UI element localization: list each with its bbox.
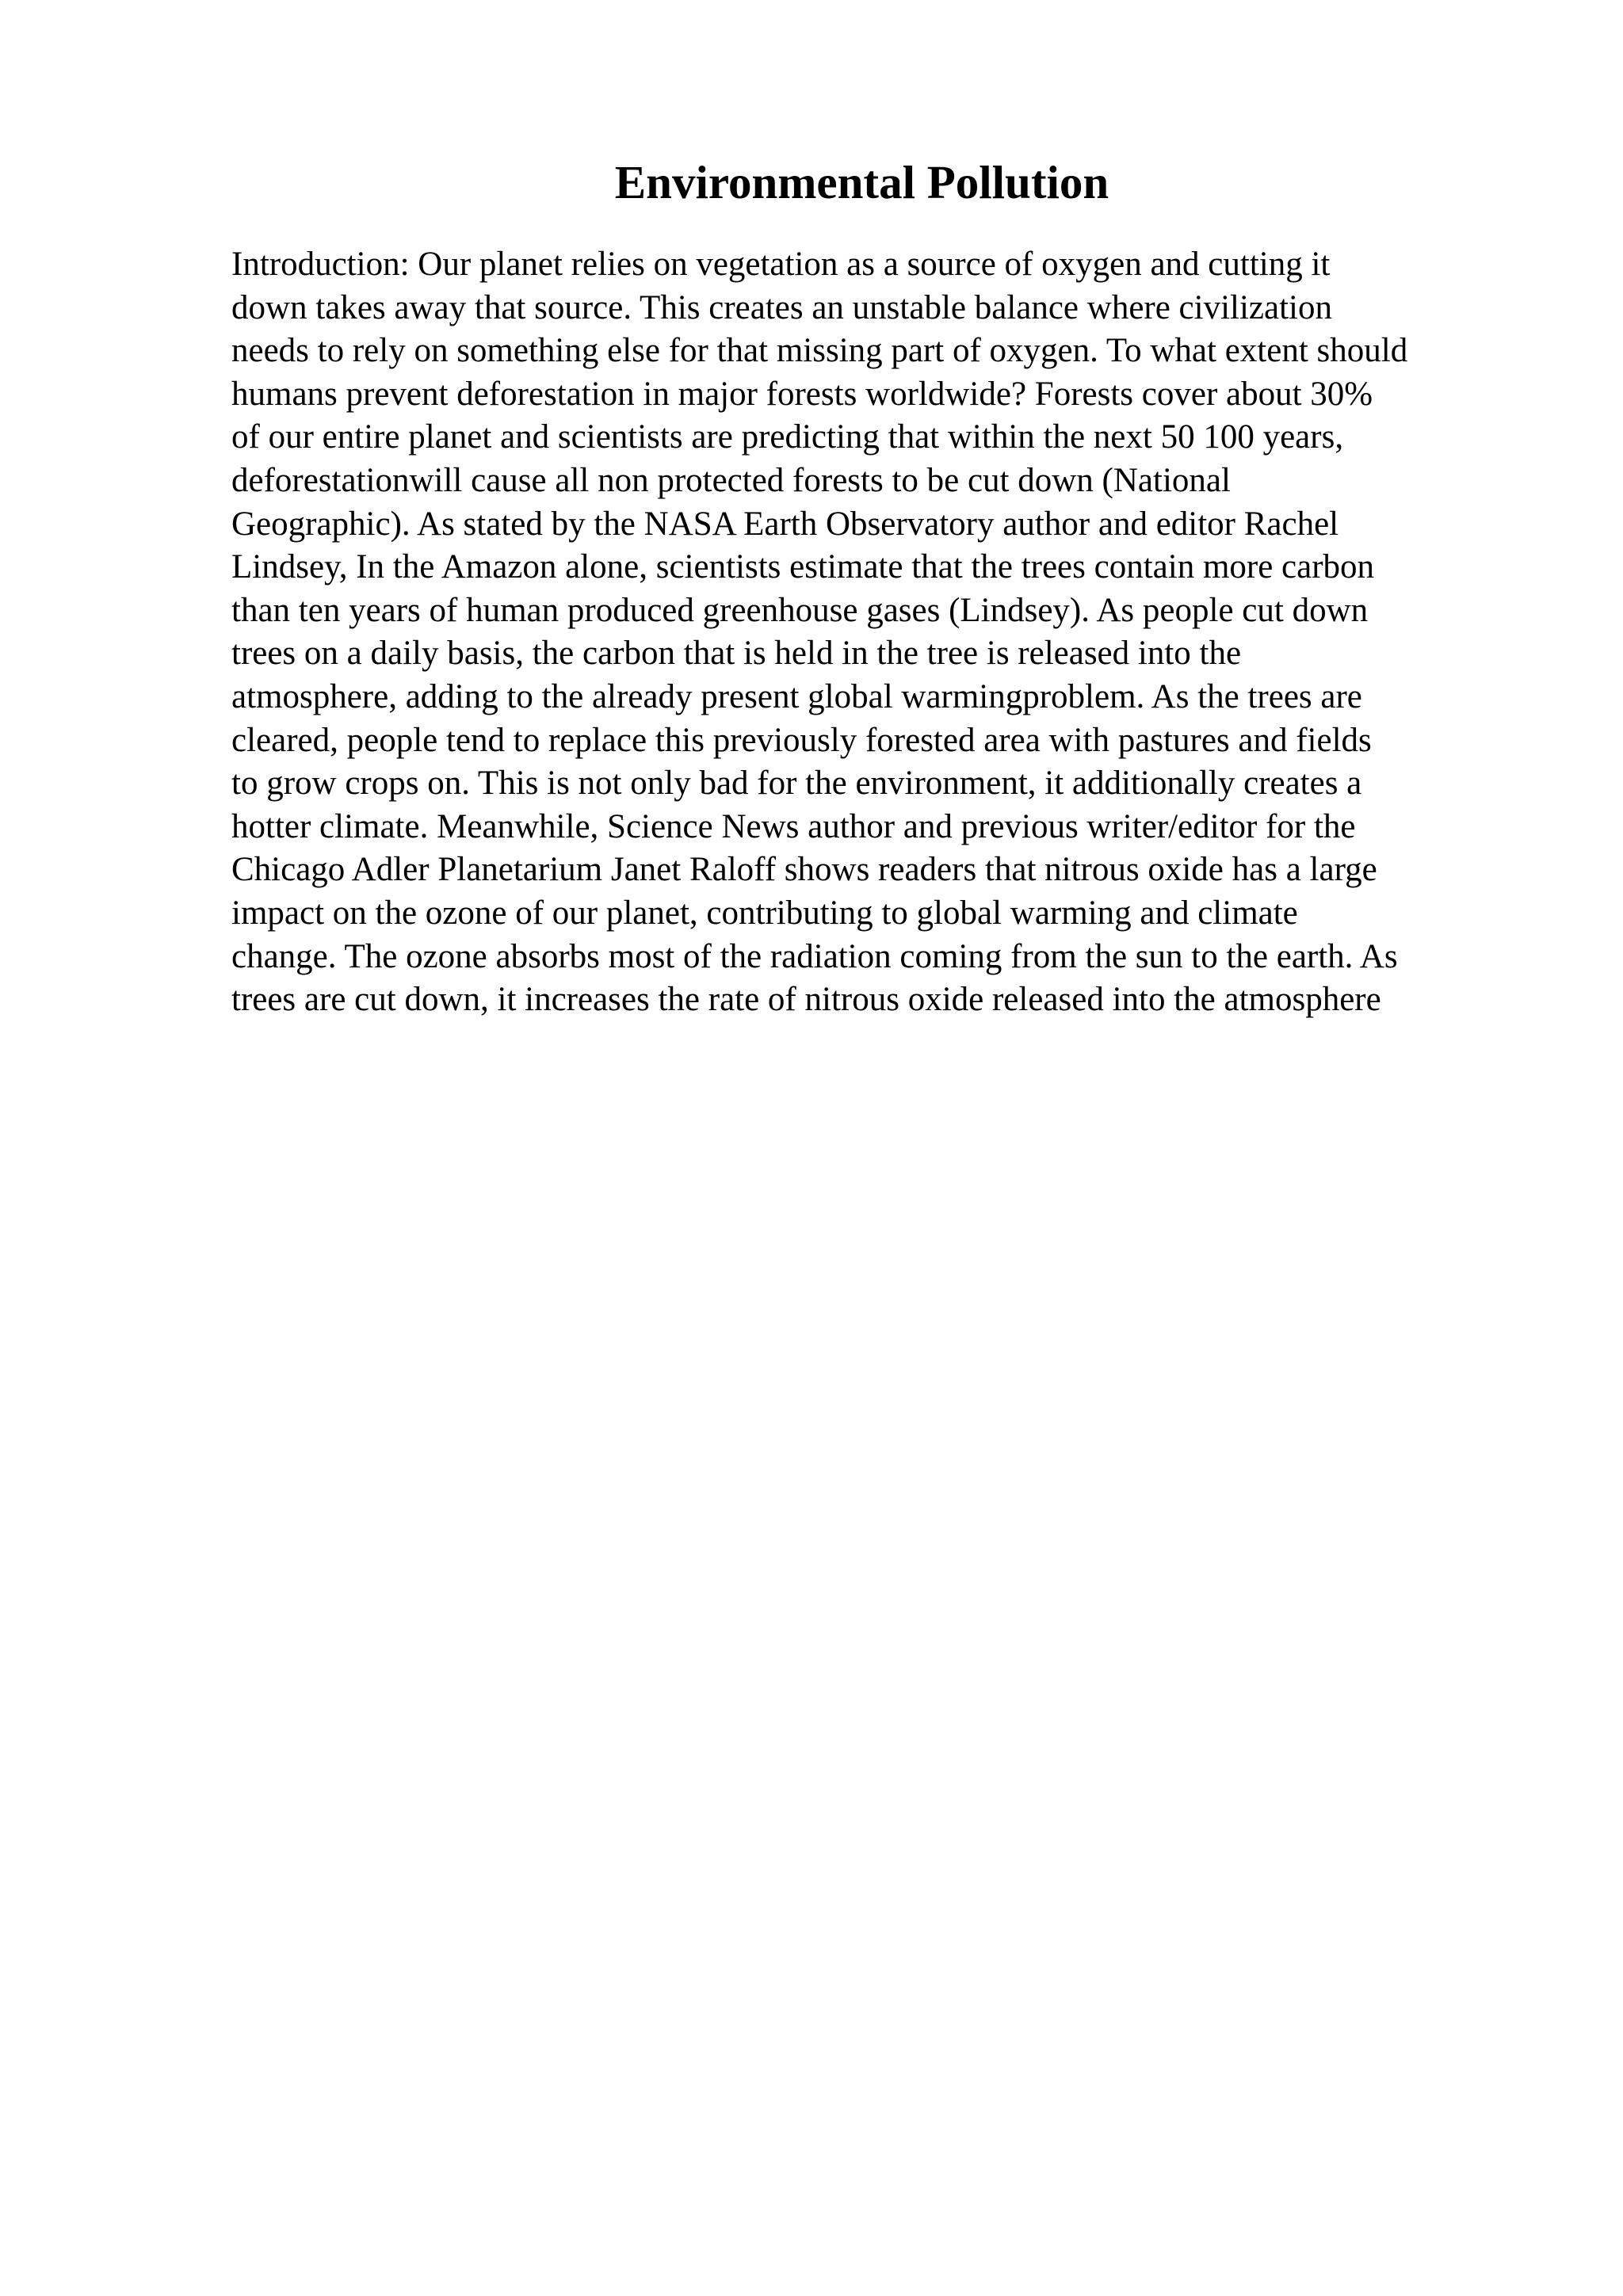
paragraph-line: needs to rely on something else for that missing part of oxygen. To what extent should: [231, 332, 1408, 370]
paragraph-line: Chicago Adler Planetarium Janet Raloff shows readers that nitrous oxide has a large: [231, 851, 1377, 889]
paragraph-line: trees on a daily basis, the carbon that is held in the tree is released into the: [231, 635, 1242, 673]
paragraph-line: impact on the ozone of our planet, contributing to global warming and climate: [231, 894, 1298, 932]
paragraph-line: humans prevent deforestation in major forests worldwide? Forests cover about 30%: [231, 375, 1373, 413]
paragraph-line: atmosphere, adding to the already present global warmingproblem. As the trees are: [231, 677, 1362, 715]
paragraph-line: Lindsey, In the Amazon alone, scientists estimate that the trees contain more carbon: [231, 548, 1375, 586]
paragraph-line: of our entire planet and scientists are predicting that within the next 50 100 years,: [231, 418, 1344, 456]
page-title: Environmental Pollution: [614, 156, 1109, 208]
paragraph-line: down takes away that source. This creates an unstable balance where civilization: [231, 288, 1332, 326]
paragraph-line: to grow crops on. This is not only bad for the environment, it additionally creates a: [231, 765, 1362, 803]
paragraph-line: hotter climate. Meanwhile, Science News author and previous writer/editor for the: [231, 807, 1356, 845]
paragraph-line: deforestationwill cause all non protected forests to be cut down (National: [231, 461, 1231, 499]
paragraph-line: cleared, people tend to replace this previously forested area with pastures and fields: [231, 721, 1372, 759]
body-paragraph: [231, 243, 1531, 1022]
paragraph-line: Geographic). As stated by the NASA Earth Observatory author and editor Rachel: [231, 505, 1339, 543]
paragraph-line: Introduction: Our planet relies on vegetation as a source of oxygen and cutting it: [231, 246, 1331, 283]
paragraph-line: trees are cut down, it increases the rate of nitrous oxide released into the atmosphere: [231, 981, 1381, 1019]
paragraph-line: change. The ozone absorbs most of the radiation coming from the sun to the earth. As: [231, 937, 1398, 975]
paragraph-line: than ten years of human produced greenhouse gases (Lindsey). As people cut down: [231, 591, 1369, 629]
